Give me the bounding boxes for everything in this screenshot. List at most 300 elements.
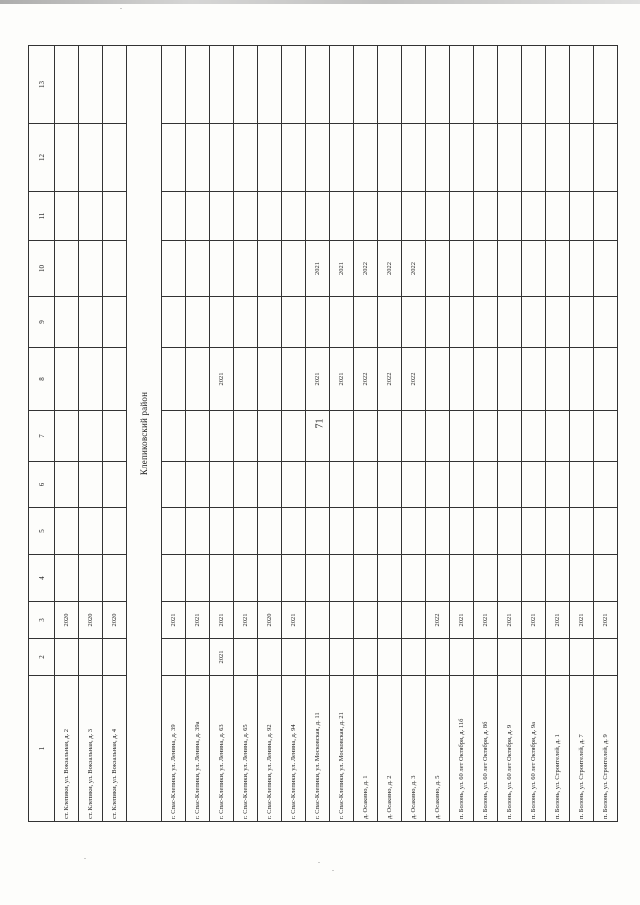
table-row	[594, 46, 618, 822]
year-cell-col-8	[474, 348, 498, 411]
year-cell-col-2	[450, 639, 474, 676]
table-row	[282, 46, 306, 822]
document-page	[28, 46, 609, 822]
year-cell-col-2	[522, 639, 546, 676]
year-cell-col-9	[79, 297, 103, 348]
year-cell-col-5	[546, 508, 570, 555]
address-cell: д. Осакино, д. 5	[426, 676, 450, 822]
year-cell-col-8: 2021	[330, 348, 354, 411]
year-cell-col-6	[162, 462, 186, 508]
year-cell-col-4	[258, 555, 282, 602]
year-cell-col-5	[354, 508, 378, 555]
year-cell-col-8: 2021	[210, 348, 234, 411]
year-cell-col-10	[55, 241, 79, 297]
year-cell-col-13	[234, 46, 258, 124]
year-cell-col-13	[103, 46, 127, 124]
year-cell-col-3: 2021	[282, 602, 306, 639]
year-cell-col-7	[55, 411, 79, 462]
year-cell-col-4	[546, 555, 570, 602]
year-cell-col-9	[354, 297, 378, 348]
year-cell-col-12	[450, 124, 474, 192]
scan-speck	[332, 870, 334, 871]
year-cell-col-11	[306, 192, 330, 241]
address-cell: г. Спас-Клепики, ул. Ленина, д. 63	[210, 676, 234, 822]
year-cell-col-11	[234, 192, 258, 241]
year-cell-col-6	[354, 462, 378, 508]
year-cell-col-12	[354, 124, 378, 192]
year-cell-col-2	[186, 639, 210, 676]
year-cell-col-13	[258, 46, 282, 124]
year-cell-col-4	[306, 555, 330, 602]
year-cell-col-7	[162, 411, 186, 462]
year-cell-col-4	[186, 555, 210, 602]
year-cell-col-9	[594, 297, 618, 348]
table-body	[55, 46, 618, 822]
year-cell-col-7	[79, 411, 103, 462]
year-cell-col-6	[306, 462, 330, 508]
year-cell-col-12	[234, 124, 258, 192]
year-cell-col-13	[546, 46, 570, 124]
year-cell-col-2	[282, 639, 306, 676]
year-cell-col-4	[378, 555, 402, 602]
year-cell-col-5	[594, 508, 618, 555]
year-cell-col-10	[594, 241, 618, 297]
year-cell-col-6	[498, 462, 522, 508]
table-row	[522, 46, 546, 822]
year-cell-col-2	[55, 639, 79, 676]
year-cell-col-6	[210, 462, 234, 508]
year-cell-col-12	[282, 124, 306, 192]
year-cell-col-8: 2021	[306, 348, 330, 411]
year-cell-col-12	[594, 124, 618, 192]
year-cell-col-6	[426, 462, 450, 508]
year-cell-col-4	[354, 555, 378, 602]
year-cell-col-3	[330, 602, 354, 639]
table-row	[570, 46, 594, 822]
year-cell-col-5	[498, 508, 522, 555]
year-cell-col-12	[186, 124, 210, 192]
year-cell-col-8	[450, 348, 474, 411]
year-cell-col-9	[258, 297, 282, 348]
year-cell-col-12	[162, 124, 186, 192]
table-row	[55, 46, 79, 822]
year-cell-col-8	[234, 348, 258, 411]
year-cell-col-6	[474, 462, 498, 508]
year-cell-col-6	[402, 462, 426, 508]
year-cell-col-3: 2021	[162, 602, 186, 639]
year-cell-col-4	[402, 555, 426, 602]
year-cell-col-8	[55, 348, 79, 411]
column-header-3: 3	[29, 602, 55, 639]
column-header-10: 10	[29, 241, 55, 297]
year-cell-col-7	[354, 411, 378, 462]
year-cell-col-12	[426, 124, 450, 192]
year-cell-col-5	[378, 508, 402, 555]
address-cell: п. Болонь, ул. Строителей, д. 9	[594, 676, 618, 822]
year-cell-col-5	[402, 508, 426, 555]
address-cell: ст. Клепики, ул. Вокзальная, д. 3	[79, 676, 103, 822]
year-cell-col-12	[258, 124, 282, 192]
year-cell-col-9	[306, 297, 330, 348]
year-cell-col-9	[330, 297, 354, 348]
year-cell-col-12	[306, 124, 330, 192]
year-cell-col-4	[330, 555, 354, 602]
year-cell-col-13	[426, 46, 450, 124]
year-cell-col-13	[282, 46, 306, 124]
year-cell-col-11	[546, 192, 570, 241]
year-cell-col-8: 2022	[354, 348, 378, 411]
year-cell-col-13	[594, 46, 618, 124]
address-cell: ст. Клепики, ул. Вокзальная, д. 4	[103, 676, 127, 822]
year-cell-col-11	[258, 192, 282, 241]
year-cell-col-9	[570, 297, 594, 348]
scan-edge	[0, 0, 640, 4]
year-cell-col-11	[186, 192, 210, 241]
year-cell-col-11	[450, 192, 474, 241]
scan-speck	[318, 862, 320, 863]
year-cell-col-12	[378, 124, 402, 192]
year-cell-col-3: 2021	[546, 602, 570, 639]
year-cell-col-3: 2021	[186, 602, 210, 639]
year-cell-col-10	[426, 241, 450, 297]
year-cell-col-10: 2022	[378, 241, 402, 297]
year-cell-col-9	[282, 297, 306, 348]
year-cell-col-9	[426, 297, 450, 348]
address-cell: п. Болонь, ул. Строителей, д. 7	[570, 676, 594, 822]
table-row	[426, 46, 450, 822]
year-cell-col-4	[210, 555, 234, 602]
year-cell-col-12	[79, 124, 103, 192]
year-cell-col-12	[570, 124, 594, 192]
year-cell-col-3: 2021	[450, 602, 474, 639]
year-cell-col-5	[258, 508, 282, 555]
year-cell-col-5	[210, 508, 234, 555]
year-cell-col-3: 2022	[426, 602, 450, 639]
year-cell-col-8	[522, 348, 546, 411]
year-cell-col-5	[55, 508, 79, 555]
year-cell-col-8	[186, 348, 210, 411]
year-cell-col-2	[306, 639, 330, 676]
year-cell-col-10: 2022	[402, 241, 426, 297]
year-cell-col-12	[522, 124, 546, 192]
year-cell-col-5	[522, 508, 546, 555]
year-cell-col-11	[210, 192, 234, 241]
year-cell-col-3	[306, 602, 330, 639]
year-cell-col-10	[546, 241, 570, 297]
year-cell-col-7	[282, 411, 306, 462]
year-cell-col-7	[186, 411, 210, 462]
address-cell: г. Спас-Клепики, ул. Ленина, д. 94	[282, 676, 306, 822]
column-header-5: 5	[29, 508, 55, 555]
year-cell-col-6	[234, 462, 258, 508]
year-cell-col-11	[330, 192, 354, 241]
year-cell-col-8: 2022	[378, 348, 402, 411]
address-cell: г. Спас-Клепики, ул. Ленина, д. 39	[162, 676, 186, 822]
year-cell-col-2: 2021	[210, 639, 234, 676]
year-cell-col-7	[402, 411, 426, 462]
year-cell-col-12	[474, 124, 498, 192]
year-cell-col-6	[522, 462, 546, 508]
year-cell-col-13	[210, 46, 234, 124]
year-cell-col-5	[186, 508, 210, 555]
year-cell-col-7	[426, 411, 450, 462]
year-cell-col-4	[450, 555, 474, 602]
year-cell-col-2	[378, 639, 402, 676]
year-cell-col-11	[103, 192, 127, 241]
table-row	[258, 46, 282, 822]
year-cell-col-9	[450, 297, 474, 348]
address-cell: п. Болонь, ул. 60 лет Октября, д. 8б	[474, 676, 498, 822]
year-cell-col-7	[234, 411, 258, 462]
year-cell-col-3: 2020	[258, 602, 282, 639]
address-cell: п. Болонь, ул. 60 лет Октября, д. 11б	[450, 676, 474, 822]
year-cell-col-4	[522, 555, 546, 602]
address-cell: г. Спас-Клепики, ул. Ленина, д. 92	[258, 676, 282, 822]
year-cell-col-8	[103, 348, 127, 411]
year-cell-col-11	[402, 192, 426, 241]
year-cell-col-11	[354, 192, 378, 241]
column-header-12: 12	[29, 124, 55, 192]
year-cell-col-8	[570, 348, 594, 411]
table-row	[306, 46, 330, 822]
year-cell-col-11	[55, 192, 79, 241]
year-cell-col-13	[306, 46, 330, 124]
year-cell-col-13	[79, 46, 103, 124]
year-cell-col-5	[426, 508, 450, 555]
year-cell-col-10: 2022	[354, 241, 378, 297]
scan-speck	[120, 8, 122, 9]
year-cell-col-11	[522, 192, 546, 241]
year-cell-col-12	[55, 124, 79, 192]
year-cell-col-5	[282, 508, 306, 555]
year-cell-col-7	[594, 411, 618, 462]
year-cell-col-9	[234, 297, 258, 348]
page-number: 71	[314, 418, 326, 429]
address-cell: п. Болонь, ул. 60 лет Октября, д. 9	[498, 676, 522, 822]
year-cell-col-4	[234, 555, 258, 602]
section-row	[127, 46, 162, 822]
year-cell-col-3	[378, 602, 402, 639]
address-cell: г. Спас-Клепики, ул. Московская, д. 21	[330, 676, 354, 822]
year-cell-col-8	[594, 348, 618, 411]
year-cell-col-7	[103, 411, 127, 462]
year-cell-col-10: 2021	[306, 241, 330, 297]
year-cell-col-4	[570, 555, 594, 602]
year-cell-col-6	[186, 462, 210, 508]
year-cell-col-8	[426, 348, 450, 411]
year-cell-col-12	[330, 124, 354, 192]
year-cell-col-5	[79, 508, 103, 555]
year-cell-col-2	[258, 639, 282, 676]
year-cell-col-6	[570, 462, 594, 508]
year-cell-col-13	[498, 46, 522, 124]
year-cell-col-12	[546, 124, 570, 192]
column-header-9: 9	[29, 297, 55, 348]
table-row	[234, 46, 258, 822]
column-header-8: 8	[29, 348, 55, 411]
year-cell-col-5	[474, 508, 498, 555]
year-cell-col-6	[330, 462, 354, 508]
year-cell-col-11	[498, 192, 522, 241]
year-cell-col-6	[55, 462, 79, 508]
year-cell-col-8	[498, 348, 522, 411]
year-cell-col-5	[234, 508, 258, 555]
year-cell-col-2	[426, 639, 450, 676]
year-cell-col-13	[402, 46, 426, 124]
year-cell-col-6	[282, 462, 306, 508]
address-cell: г. Спас-Клепики, ул. Ленина, д. 39а	[186, 676, 210, 822]
year-cell-col-5	[306, 508, 330, 555]
column-header-6: 6	[29, 462, 55, 508]
year-cell-col-4	[55, 555, 79, 602]
year-cell-col-13	[474, 46, 498, 124]
table-row	[354, 46, 378, 822]
year-cell-col-6	[103, 462, 127, 508]
year-cell-col-10: 2021	[330, 241, 354, 297]
column-header-7: 7	[29, 411, 55, 462]
year-cell-col-2	[474, 639, 498, 676]
year-cell-col-2	[546, 639, 570, 676]
year-cell-col-11	[282, 192, 306, 241]
year-cell-col-11	[79, 192, 103, 241]
year-cell-col-4	[498, 555, 522, 602]
year-cell-col-10	[450, 241, 474, 297]
year-cell-col-13	[186, 46, 210, 124]
year-cell-col-7	[378, 411, 402, 462]
column-header-1: 1	[29, 676, 55, 822]
address-cell: г. Спас-Клепики, ул. Московская, д. 11	[306, 676, 330, 822]
address-cell: п. Болонь, ул. Строителей, д. 1	[546, 676, 570, 822]
table-row	[186, 46, 210, 822]
year-cell-col-11	[426, 192, 450, 241]
year-cell-col-10	[282, 241, 306, 297]
year-cell-col-4	[474, 555, 498, 602]
year-cell-col-4	[103, 555, 127, 602]
table-row	[402, 46, 426, 822]
year-cell-col-3: 2021	[474, 602, 498, 639]
year-cell-col-3	[354, 602, 378, 639]
year-cell-col-4	[426, 555, 450, 602]
year-cell-col-5	[162, 508, 186, 555]
year-cell-col-11	[594, 192, 618, 241]
column-header-11: 11	[29, 192, 55, 241]
year-cell-col-9	[498, 297, 522, 348]
year-cell-col-11	[570, 192, 594, 241]
year-cell-col-7	[306, 411, 330, 462]
table-row	[103, 46, 127, 822]
year-cell-col-2	[79, 639, 103, 676]
year-cell-col-10	[210, 241, 234, 297]
year-cell-col-8	[546, 348, 570, 411]
year-cell-col-8	[258, 348, 282, 411]
year-cell-col-9	[162, 297, 186, 348]
year-cell-col-3: 2021	[522, 602, 546, 639]
year-cell-col-10	[186, 241, 210, 297]
year-cell-col-6	[378, 462, 402, 508]
table-row	[498, 46, 522, 822]
address-cell: д. Осакино, д. 3	[402, 676, 426, 822]
column-header-row	[29, 46, 55, 822]
year-cell-col-10	[522, 241, 546, 297]
year-cell-col-5	[103, 508, 127, 555]
year-cell-col-3: 2020	[79, 602, 103, 639]
year-cell-col-3: 2020	[55, 602, 79, 639]
column-header-2: 2	[29, 639, 55, 676]
year-cell-col-13	[330, 46, 354, 124]
year-cell-col-11	[162, 192, 186, 241]
column-header-13: 13	[29, 46, 55, 124]
year-cell-col-4	[79, 555, 103, 602]
year-cell-col-9	[378, 297, 402, 348]
year-cell-col-2	[570, 639, 594, 676]
year-cell-col-7	[522, 411, 546, 462]
year-cell-col-9	[522, 297, 546, 348]
table-row	[474, 46, 498, 822]
year-cell-col-7	[210, 411, 234, 462]
year-cell-col-9	[402, 297, 426, 348]
year-cell-col-3: 2021	[234, 602, 258, 639]
year-cell-col-7	[474, 411, 498, 462]
year-cell-col-9	[474, 297, 498, 348]
year-cell-col-12	[210, 124, 234, 192]
year-cell-col-9	[210, 297, 234, 348]
table-row	[378, 46, 402, 822]
year-cell-col-6	[594, 462, 618, 508]
year-cell-col-10	[79, 241, 103, 297]
year-cell-col-10	[103, 241, 127, 297]
year-cell-col-12	[402, 124, 426, 192]
year-cell-col-7	[546, 411, 570, 462]
year-cell-col-13	[570, 46, 594, 124]
year-cell-col-9	[55, 297, 79, 348]
address-cell: п. Болонь, ул. 60 лет Октября, д. 9а	[522, 676, 546, 822]
year-cell-col-3: 2021	[570, 602, 594, 639]
year-cell-col-13	[55, 46, 79, 124]
year-cell-col-9	[186, 297, 210, 348]
year-cell-col-12	[103, 124, 127, 192]
year-cell-col-7	[330, 411, 354, 462]
table-row	[450, 46, 474, 822]
year-cell-col-3: 2021	[210, 602, 234, 639]
year-cell-col-2	[402, 639, 426, 676]
year-cell-col-4	[282, 555, 306, 602]
year-cell-col-10	[498, 241, 522, 297]
year-cell-col-11	[378, 192, 402, 241]
year-cell-col-5	[330, 508, 354, 555]
year-cell-col-13	[522, 46, 546, 124]
year-cell-col-2	[162, 639, 186, 676]
year-cell-col-3	[402, 602, 426, 639]
section-title: Клепиковский район	[127, 46, 162, 822]
year-cell-col-3: 2021	[594, 602, 618, 639]
year-cell-col-7	[570, 411, 594, 462]
year-cell-col-13	[162, 46, 186, 124]
table-row	[546, 46, 570, 822]
year-cell-col-2	[594, 639, 618, 676]
year-cell-col-2	[330, 639, 354, 676]
year-cell-col-7	[258, 411, 282, 462]
table-row	[162, 46, 186, 822]
year-cell-col-8: 2022	[402, 348, 426, 411]
year-cell-col-6	[79, 462, 103, 508]
year-cell-col-10	[258, 241, 282, 297]
year-cell-col-10	[570, 241, 594, 297]
year-cell-col-7	[498, 411, 522, 462]
address-cell: г. Спас-Клепики, ул. Ленина, д. 65	[234, 676, 258, 822]
year-cell-col-6	[450, 462, 474, 508]
year-cell-col-5	[450, 508, 474, 555]
address-cell: д. Осакино, д. 1	[354, 676, 378, 822]
